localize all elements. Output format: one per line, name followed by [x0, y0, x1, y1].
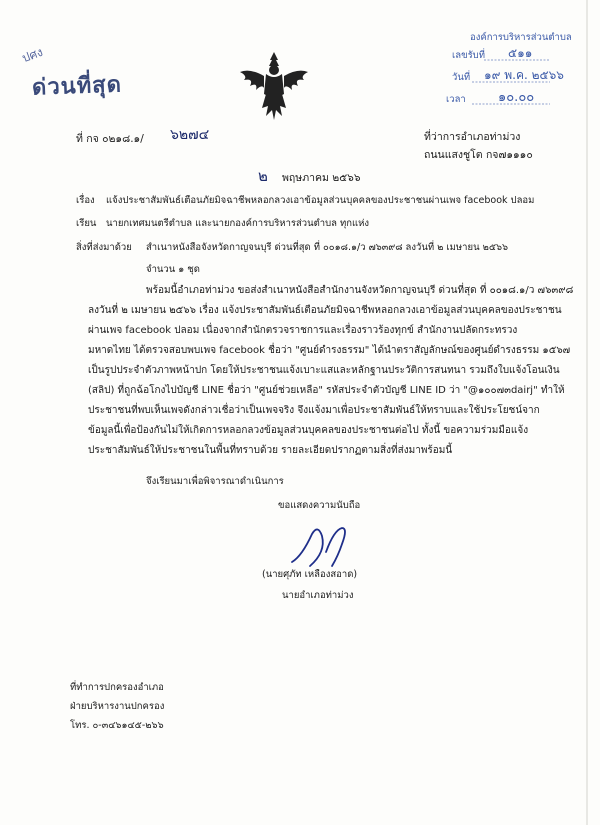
signer-name: (นายศุภัท เหลืองสอาด) — [262, 569, 358, 580]
urgency-mark: ด่วนที่สุด — [31, 72, 123, 101]
stamp-time-label: เวลา — [446, 94, 466, 105]
footer-division: ฝ่ายบริหารงานปกครอง — [70, 701, 165, 712]
office-address-1: ที่ว่าการอำเภอท่าม่วง — [424, 131, 521, 143]
reference-number: ๖๒๗๔ — [170, 127, 210, 143]
signature — [282, 522, 362, 570]
attachment-text: สำเนาหนังสือจังหวัดกาญจนบุรี ด่วนที่สุด ที่ ๐๐๑๘.๑/ว ๗๖๓๙๘ ลงวันที่ ๒ เมษายน ๒๕๖๖ — [146, 242, 509, 253]
stamp-time-value: ๑๐.๐๐ — [498, 90, 535, 105]
to-label: เรียน — [76, 218, 97, 229]
subject-label: เรื่อง — [76, 195, 95, 206]
footer-office: ที่ทำการปกครองอำเภอ — [70, 682, 164, 693]
stamp-date-label: วันที่ — [452, 72, 471, 83]
closing-salutation: ขอแสดงความนับถือ — [278, 500, 361, 511]
page-edge — [586, 0, 588, 825]
body-line: มหาดไทย ได้ตรวจสอบพบเพจ facebook ชื่อว่า "ศูนย์ดำรงธรรม" ได้นำตราสัญลักษณ์ของศูนย์ดำรงธรรม ๑๕๖๗ — [88, 345, 571, 356]
stamp-number-label: เลขรับที่ — [452, 50, 485, 61]
signer-title: นายอำเภอท่าม่วง — [282, 590, 354, 601]
garuda-emblem-icon — [236, 50, 312, 122]
body-line: ผ่านเพจ facebook ปลอม เนื่องจากสำนักตรวจราชการและเรื่องราวร้องทุกข์ สำนักงานปลัดกระทรวง — [88, 325, 518, 336]
body-line: ข้อมูลนี้เพื่อป้องกันไม่ให้เกิดการหลอกลวงข้อมูลส่วนบุคคลของประชาชนต่อไป ทั้งนี้ ขอความร่วมมือแจ้ง — [88, 425, 529, 436]
body-line: (สลิป) ที่ถูกฉ้อโกงไปบัญชี LINE ชื่อว่า "ศูนย์ช่วยเหลือ" รหัสประจำตัวบัญชี LINE ID ว่า "@๑๐๐๗๓dairj" ทำให้ — [88, 385, 565, 396]
date-day: ๒ — [258, 167, 268, 185]
attachment-quantity: จำนวน ๑ ชุด — [146, 264, 200, 275]
office-address-2: ถนนแสงชูโต กจ๗๑๑๑๐ — [424, 149, 533, 161]
stamp-lines — [432, 30, 552, 110]
body-line: ลงวันที่ ๒ เมษายน ๒๕๖๖ เรื่อง แจ้งประชาสัมพันธ์เตือนภัยมิจฉาชีพหลอกลวงเอาข้อมูลส่วนบุคคลของประชาชน — [88, 305, 562, 316]
body-line: เป็นรูปประจำตัวภาพหน้าปก โดยให้ประชาชนแจ้งเบาะแสและหลักฐานประวัติการสนทนา รวมถึงใบแจ้งโอนเงิน — [88, 365, 560, 376]
subject-text: แจ้งประชาสัมพันธ์เตือนภัยมิจฉาชีพหลอกลวงเอาข้อมูลส่วนบุคคลของประชาชนผ่านเพจ facebook ปลอม — [106, 195, 535, 206]
stamp-office: องค์การบริหารส่วนตำบล — [470, 32, 572, 43]
date-rest: พฤษภาคม ๒๕๖๖ — [282, 172, 361, 184]
corner-handwritten-note: ปศง — [20, 44, 45, 66]
attachment-label: สิ่งที่ส่งมาด้วย — [76, 242, 132, 253]
body-line: พร้อมนี้อำเภอท่าม่วง ขอส่งสำเนาหนังสือสำนักงานจังหวัดกาญจนบุรี ด่วนที่สุด ที่ ๐๐๑๘.๑/ว ๗๖๓๙๘ — [146, 285, 574, 296]
stamp-date-value: ๑๙ พ.ค. ๒๕๖๖ — [484, 68, 564, 82]
footer-phone: โทร. ๐-๓๔๖๑๔๕-๒๖๖ — [70, 720, 164, 731]
to-text: นายกเทศมนตรีตำบล และนายกองค์การบริหารส่วนตำบล ทุกแห่ง — [106, 218, 370, 229]
stamp-number-value: ๕๑๑ — [508, 46, 533, 60]
reference-prefix: ที่ กจ ๐๒๑๘.๑/ — [76, 133, 144, 145]
receipt-stamp — [432, 30, 572, 110]
body-line: ประชาสัมพันธ์ให้ประชาชนในพื้นที่ทราบด้วย รายละเอียดปรากฏตามสิ่งที่ส่งมาพร้อมนี้ — [88, 445, 453, 456]
body-line: ประชาชนที่พบเห็นเพจดังกล่าวเชื่อว่าเป็นเพจจริง จึงแจ้งมาเพื่อประชาสัมพันธ์ให้ทราบและใช้ประโยชน์จาก — [88, 405, 540, 416]
closing-request: จึงเรียนมาเพื่อพิจารณาดำเนินการ — [146, 476, 284, 487]
